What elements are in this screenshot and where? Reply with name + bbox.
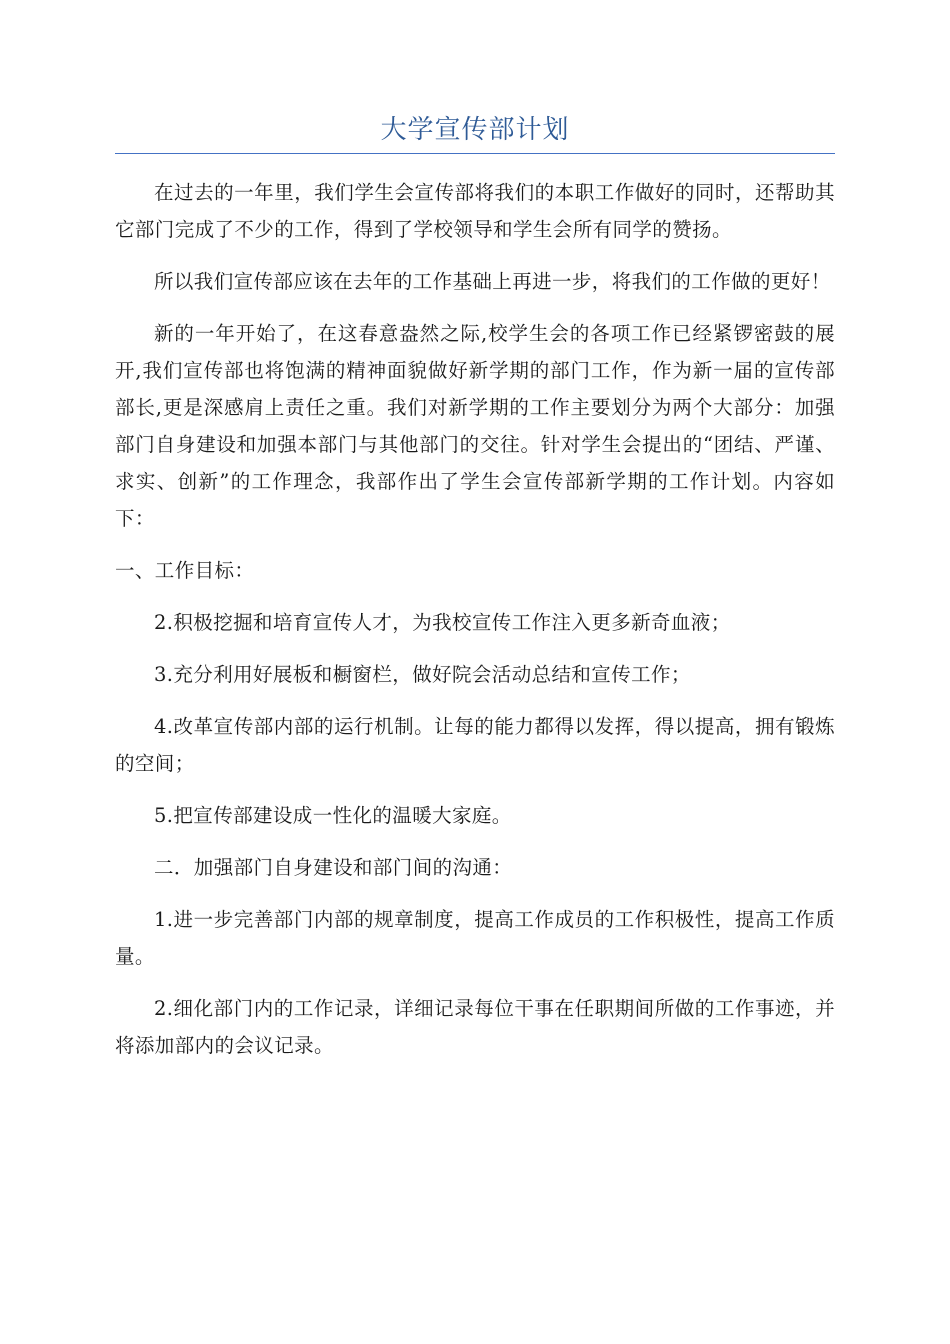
paragraph-goal: 所以我们宣传部应该在去年的工作基础上再进一步，将我们的工作做的更好！ [154, 270, 831, 293]
list-item-comm-1: 1.进一步完善部门内部的规章制度，提高工作成员的工作积极性，提高工作质量。 [115, 908, 835, 968]
list-item-goal-3: 3.充分利用好展板和橱窗栏，做好院会活动总结和宣传工作； [154, 663, 691, 686]
list-item-goal-4: 4.改革宣传部内部的运行机制。让每的能力都得以发挥，得以提高，拥有锻炼的空间； [115, 715, 835, 775]
document-title: 大学宣传部计划 [380, 115, 570, 145]
paragraph-background: 新的一年开始了，在这春意盎然之际,校学生会的各项工作已经紧锣密鼓的展开,我们宣传部也将饱满的精神面貌做好新学期的部门工作，作为新一届的宣传部部长,更是深感肩上责任之重。我们对新学期的工作主要划分为两个大部分：加强部门自身建设和加强本部门与其他部门的交往。针对学生会提出的“团结、严谨、求实、创新”的工作理念，我部作出了学生会宣传部新学期的工作计划。内容如下： [115, 322, 835, 530]
paragraph-intro: 在过去的一年里，我们学生会宣传部将我们的本职工作做好的同时，还帮助其它部门完成了不少的工作，得到了学校领导和学生会所有同学的赞扬。 [115, 181, 835, 241]
section-heading-goals: 一、工作目标： [115, 559, 255, 582]
list-item-goal-2: 2.积极挖掘和培育宣传人才，为我校宣传工作注入更多新奇血液； [154, 611, 731, 634]
document-body [115, 174, 835, 1079]
title-underline [115, 153, 835, 154]
section-heading-communication: 二．加强部门自身建设和部门间的沟通： [154, 856, 513, 879]
list-item-comm-2: 2.细化部门内的工作记录，详细记录每位干事在任职期间所做的工作事迹，并将添加部内的会议记录。 [115, 997, 835, 1057]
list-item-goal-5: 5.把宣传部建设成一性化的温暖大家庭。 [154, 804, 512, 827]
